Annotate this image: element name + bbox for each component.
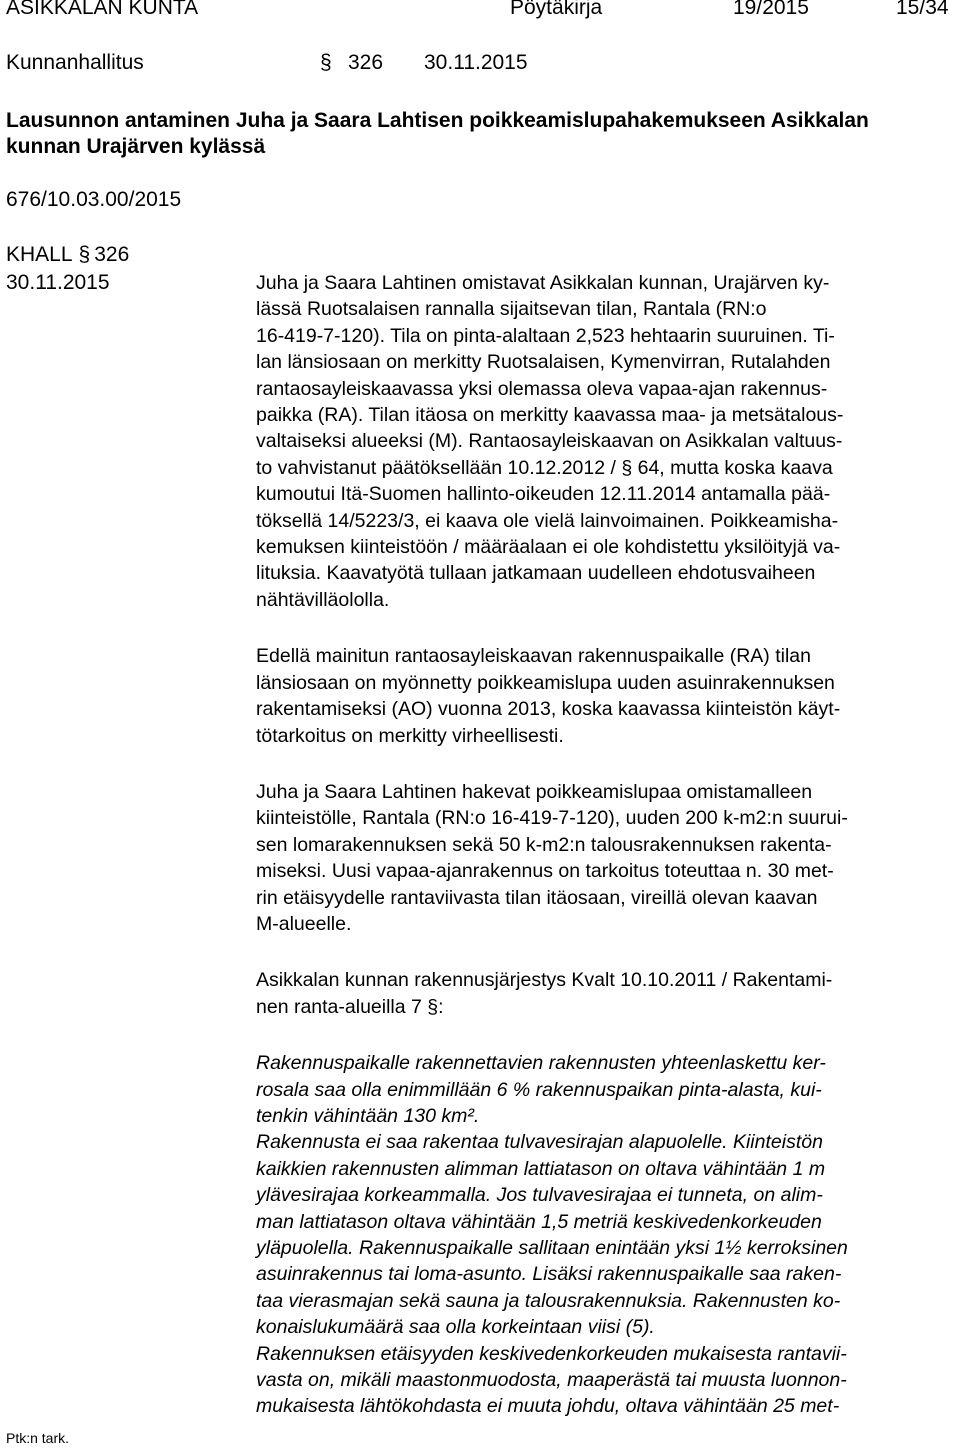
text-line: miseksi. Uusi vapaa-ajanrakennus on tarkoitus toteuttaa n. 30 met- [256,860,834,883]
title-line: kunnan Urajärven kylässä [6,135,266,158]
text-line: nähtävilläololla. [256,588,390,611]
text-line: vasta on, mikäli maastonmuodosta, maaperästä tai muusta luonnon- [256,1369,847,1392]
text-line: M-alueelle. [256,912,352,935]
document-number: 19/2015 [733,0,809,19]
text-line: rin etäisyydelle rantaviivasta tilan itäosaan, vireillä olevan kaavan [256,886,818,909]
text-line: rakentamiseksi (AO) vuonna 2013, koska kaavassa kiinteistön käyt- [256,698,841,721]
text-line: lituksia. Kaavatyötä tullaan jatkamaan uudelleen ehdotusvaiheen [256,562,816,585]
diary-number: 676/10.03.00/2015 [6,188,182,211]
paragraph-building-code-ref [256,967,956,1020]
section-number: 326 [348,51,384,74]
text-line: mukaisesta lähtökohdasta ei muuta johdu, oltava vähintään 25 met- [256,1395,840,1418]
text-line: ylävesirajaa korkeammalla. Jos tulvavesirajaa ei tunneta, on alim- [256,1184,823,1207]
meeting-organ: Kunnanhallitus [6,51,144,74]
text-line: konaislukumäärä saa olla korkeintaan viisi (5). [256,1316,655,1339]
text-line: Rakennusta ei saa rakentaa tulvavesirajan alapuolelle. Kiinteistön [256,1131,823,1154]
reference-date: 30.11.2015 [6,271,110,294]
text-line: Rakennuksen etäisyyden keskivedenkorkeuden mukaisesta rantavii- [256,1342,847,1365]
municipality-name: ASIKKALAN KUNTA [6,0,199,19]
paragraph-property-description [256,270,956,613]
text-line: rosala saa olla enimmillään 6 % rakennuspaikan pinta-alasta, kui- [256,1078,822,1101]
text-line: valtaiseksi alueeksi (M). Rantaosayleiskaavan on Asikkalan valtuus- [256,430,843,453]
text-line: Asikkalan kunnan rakennusjärjestys Kvalt 10.10.2011 / Rakentami- [256,969,833,992]
document-body [256,270,956,1420]
page-number: 15/34 [896,0,949,19]
paragraph-application [256,779,956,937]
text-line: paikka (RA). Tilan itäosa on merkitty kaavassa maa- ja metsätalous- [256,404,844,427]
meeting-date: 30.11.2015 [424,51,528,74]
text-line: yläpuolella. Rakennuspaikalle sallitaan enintään yksi 1½ kerroksinen [256,1237,848,1259]
text-line: Rakennuspaikalle rakennettavien rakennusten yhteenlaskettu ker- [256,1052,826,1075]
text-line: Edellä mainitun rantaosayleiskaavan rakennuspaikalle (RA) tilan [256,645,811,668]
text-line: man lattiatason oltava vähintään 1,5 metriä keskivedenkorkeuden [256,1210,822,1233]
document-type: Pöytäkirja [510,0,603,19]
minutes-check-label: Ptk:n tark. [6,1430,70,1446]
text-line: to vahvistanut päätöksellään 10.12.2012 / § 64, mutta koska kaava [256,456,833,479]
text-line: tötarkoitus on merkitty virheellisesti. [256,724,564,747]
text-line: rantaosayleiskaavassa yksi olemassa oleva vapaa-ajan rakennus- [256,377,828,400]
text-line: kemuksen kiinteistöön / määräalaan ei ole kohdistettu yksilöityjä va- [256,536,841,559]
text-line: taa vierasmajan sekä sauna ja talousrakennuksia. Rakennusten ko- [256,1289,841,1312]
text-line: kiinteistölle, Rantala (RN:o 16-419-7-120), uuden 200 k-m2:n suurui- [256,807,848,830]
reference-organ: KHALL [6,243,73,266]
text-line: 16-419-7-120). Tila on pinta-alaltaan 2,523 hehtaarin suuruinen. Ti- [256,324,835,347]
reference-section-number: 326 [94,243,130,266]
text-line: nen ranta-alueilla 7 §: [256,995,444,1018]
text-line: sen lomarakennuksen sekä 50 k-m2:n talousrakennuksen rakenta- [256,833,832,856]
text-line: Juha ja Saara Lahtinen omistavat Asikkalan kunnan, Urajärven ky- [256,272,830,294]
building-code-quote [256,1050,956,1420]
text-line: Juha ja Saara Lahtinen hakevat poikkeamislupaa omistamalleen [256,780,813,803]
reference-section-sign: § [78,243,91,266]
text-line: töksellä 14/5223/3, ei kaava ole vielä lainvoimainen. Poikkeamisha- [256,509,839,532]
text-line: lan länsiosaan on merkitty Ruotsalaisen, Kymenvirran, Rutalahden [256,351,831,374]
section-sign: § [320,51,332,74]
paragraph-previous-permit [256,643,956,749]
text-line: asuinrakennus tai loma-asunto. Lisäksi rakennuspaikalle saa raken- [256,1263,842,1286]
text-line: tenkin vähintään 130 km². [256,1104,480,1127]
title-line: Lausunnon antaminen Juha ja Saara Lahtisen poikkeamislupahakemukseen Asikkalan [6,109,869,132]
text-line: kumoutui Itä-Suomen hallinto-oikeuden 12.11.2014 antamalla pää- [256,483,831,506]
text-line: kaikkien rakennusten alimman lattiatason on oltava vähintään 1 m [256,1157,826,1180]
page-title [6,108,956,160]
text-line: länsiosaan on myönnetty poikkeamislupa uuden asuinrakennuksen [256,671,835,694]
text-line: lässä Ruotsalaisen rannalla sijaitsevan tilan, Rantala (RN:o [256,298,767,321]
reference-line [6,242,129,268]
